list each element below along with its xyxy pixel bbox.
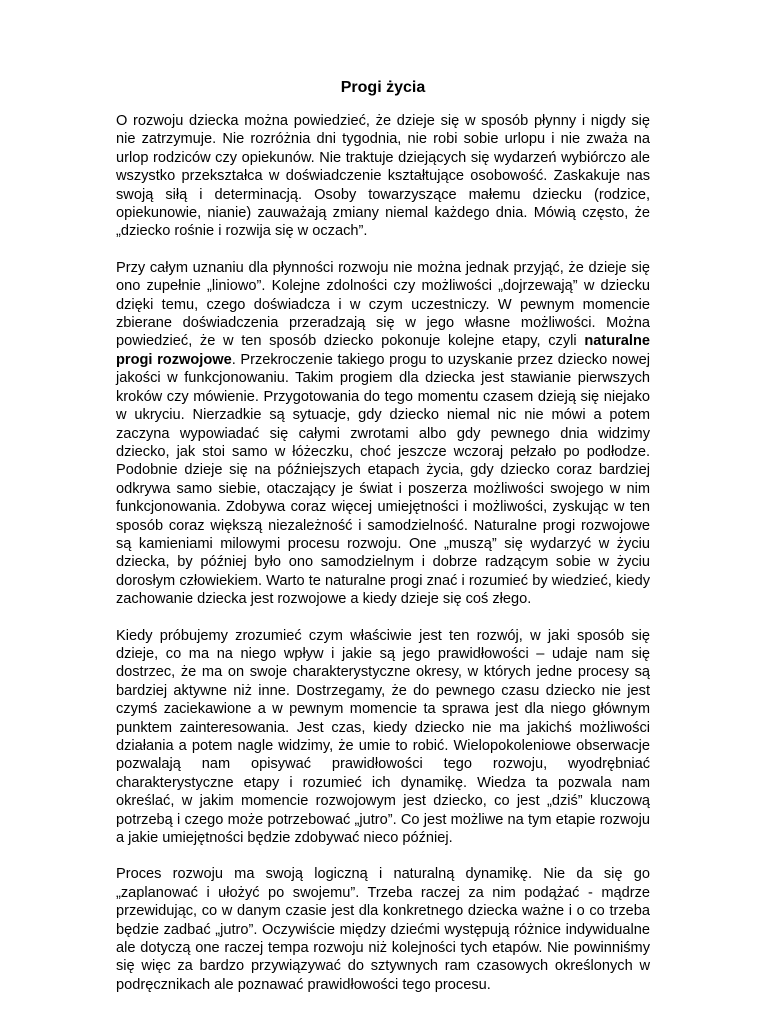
paragraph-3: Kiedy próbujemy zrozumieć czym właściwie jest ten rozwój, w jaki sposób się dzieje, co ma na niego wpływ i jakie są jego prawidłowości – udaje nam się dostrzec, że ma on swoje charakterystyczne okresy, w których jedne procesy są bardziej aktywne niż inne. Dostrzegamy, że do pewnego czasu dziecko nie jest czymś zaciekawione a w pewnym momencie ta sprawa jest dla niego głównym punktem zainteresowania. Jest czas, kiedy dziecko nie ma jakichś możliwości działania a potem nagle widzimy, że umie to robić. Wielopokoleniowe obserwacje pozwalają nam opisywać prawidłowości tego rozwoju, wyodrębniać charakterystyczne etapy i rozumieć ich dynamikę. Wiedza ta pozwala nam określać, w jakim momencie rozwojowym jest dziecko, co jest „dziś” kluczową potrzebą i czego może potrzebować „jutro”. Co jest możliwe na tym etapie rozwoju a jakie umiejętności będzie zdobywać nieco później. bbox=[116, 627, 650, 847]
paragraph-4: Proces rozwoju ma swoją logiczną i naturalną dynamikę. Nie da się go „zaplanować i ułożyć po swojemu”. Trzeba raczej za nim podążać - mądrze przewidując, co w danym czasie jest dla konkretnego dziecka ważne i o co trzeba będzie zadbać „jutro”. Oczywiście między dziećmi występują różnice indywidualne ale dotyczą one raczej tempa rozwoju niż kolejności tych etapów. Nie powinniśmy się więc za bardzo przywiązywać do sztywnych ram czasowych określonych w podręcznikach ale poznawać prawidłowości tego procesu. bbox=[116, 866, 650, 993]
document-title: Progi życia bbox=[340, 79, 426, 96]
paragraph-2-text-after: . Przekroczenie takiego progu to uzyskanie przez dziecko nowej jakości w funkcjonowaniu. Takim progiem dla dziecka jest stawianie pierwszych kroków czy mówienie. Przygotowania do tego momentu czasem dzieją się niejako w ukryciu. Nierzadkie są sytuacje, gdy dziecko niemal nic nie mówi a potem zaczyna wypowiadać się całymi zwrotami albo gdy pewnego dnia widzimy dziecko, jak stoi samo w łóżeczku, choć jeszcze wczoraj pełzało po podłodze. Podobnie dzieje się na późniejszych etapach życia, gdy dziecko coraz bardziej odkrywa samo siebie, otaczający je świat i poszerza możliwości swojego w nim funkcjonowania. Zdobywa coraz więcej umiejętności i możliwości, zyskując w ten sposób coraz większą niezależność i samodzielność. Naturalne progi rozwojowe są kamieniami milowymi procesu rozwoju. One „muszą” się wydarzyć w życiu dziecka, by później było ono samodzielnym i dobrze radzącym sobie w życiu dorosłym człowiekiem. Warto te naturalne progi znać i rozumieć by wiedzieć, kiedy zachowanie dziecka jest rozwojowe a kiedy dzieje się coś złego. bbox=[116, 351, 650, 608]
document-page bbox=[116, 78, 650, 1012]
paragraph-1: O rozwoju dziecka można powiedzieć, że dzieje się w sposób płynny i nigdy się nie zatrzymuje. Nie rozróżnia dni tygodnia, nie robi sobie urlopu i nie zważa na urlop rodziców czy opiekunów. Nie traktuje dziejących się wydarzeń wybiórczo ale wszystko przekształca w doświadczenie kształtujące osobowość. Zaskakuje nas swoją siłą i determinacją. Osoby towarzyszące małemu dziecku (rodzice, opiekunowie, nianie) zauważają zmiany niemal każdego dnia. Mówią często, że „dziecko rośnie i rozwija się w oczach”. bbox=[116, 113, 650, 240]
paragraph-2-bold-term: naturalne progi rozwojowe bbox=[116, 333, 650, 368]
paragraph-2 bbox=[116, 259, 650, 609]
paragraph-2-text-before: Przy całym uznaniu dla płynności rozwoju nie można jednak przyjąć, że dzieje się ono zupełnie „liniowo”. Kolejne zdolności czy możliwości „dojrzewają” w dziecku dzięki temu, czego doświadcza i w czym uczestniczy. W pewnym momencie zbierane doświadczenia przeradzają się w jego własne możliwości. Można powiedzieć, że w ten sposób dziecko pokonuje kolejne etapy, czyli bbox=[116, 259, 650, 350]
